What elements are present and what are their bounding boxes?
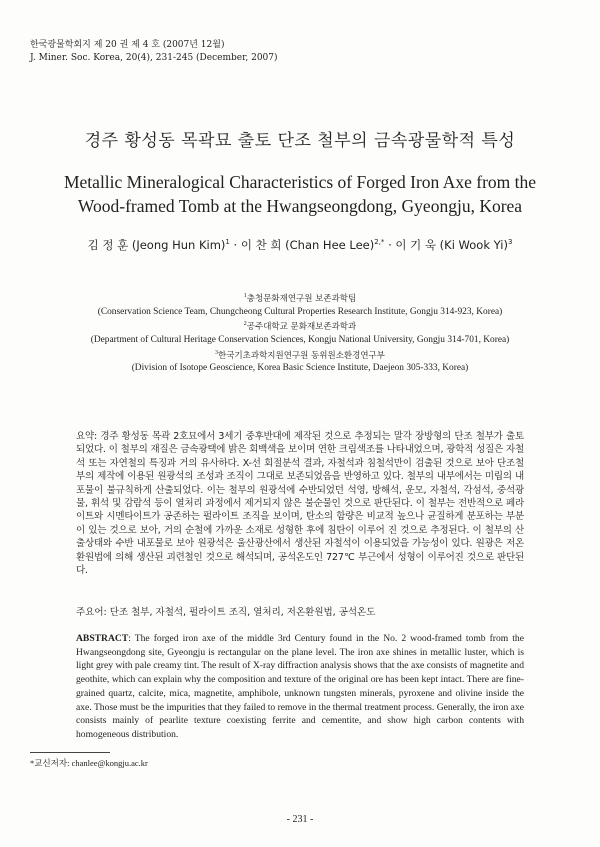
author-3: 이 기 욱 (Ki Wook Yi) bbox=[395, 238, 508, 252]
journal-header-korean: 한국광물학회지 제 20 권 제 4 호 (2007년 12월) bbox=[30, 40, 225, 50]
title-english-line2: Wood-framed Tomb at the Hwangseongdong, Gyeongju, Korea bbox=[77, 196, 523, 216]
author-3-affil: 3 bbox=[507, 238, 513, 247]
title-english bbox=[0, 170, 600, 218]
title-english-line1: Metallic Mineralogical Characteristics of Forged Iron Axe from the bbox=[63, 172, 537, 192]
title-korean: 경주 황성동 목곽묘 출토 단조 철부의 금속광물학적 특성 bbox=[84, 131, 516, 151]
author-2: 이 찬 희 (Chan Hee Lee) bbox=[240, 238, 375, 252]
keywords-korean: 주요어: 단조 철부, 자철석, 펄라이트 조직, 열처리, 저온환원법, 공석온도 bbox=[76, 607, 376, 618]
abstract-english bbox=[76, 632, 524, 742]
affiliation-1-english: (Conservation Science Team, Chungcheong Cultural Properties Research Institute, Gongju 314-923, Korea) bbox=[97, 306, 503, 317]
corresponding-author-footnote: *교신저자: chanlee@kongju.ac.kr bbox=[30, 758, 148, 768]
affiliation-3-korean: $^3$한국기초과학지원연구원 동위원소환경연구부 bbox=[215, 349, 385, 361]
author-separator: · bbox=[384, 238, 396, 252]
abstract-korean: 요약: 경주 황성동 목곽 2호묘에서 3세기 중후반대에 제작된 것으로 추정되는 말각 장방형의 단조 철부가 출토되었다. 이 철부의 재질은 금속광택에 밝은 회백색을 보이며 연한 크림색조를 나타내었으며, 광학적 성질은 자철석 또는 자연철의 특징과 거의 유사하다. X-선 회절분석 결과, 자철석과 침철석만이 검출된 것으로 보아 단조철부의 제작에 이용된 원광석의 조성과 조직이 그대로 보존되었음을 반영하고 있다. 철부의 내부에서는 미립의 내포물이 불규칙하게 산출되었다. 이는 철부의 원광석에 수반되었던 석영, 방해석, 운모, 자철석, 각섬석, 중석광물, 휘석 및 감람석 등이 열처리 과정에서 제거되지 않은 불순물인 것으로 판단된다. 이 철부는 전반적으로 페라이트와 시멘타이트가 공존하는 펄라이트 조직을 보이며, 탄소의 함량은 비교적 높으나 균질하게 분포하는 부분이 있는 것으로 보아, 거의 순철에 가까운 소재로 성형한 후에 침탄이 이루어 진 것으로 추정된다. 이 철부의 산출상태와 수반 내포물로 보아 원광석은 울산광산에서 생산된 자철석이 이용되었을 가능성이 있다. 원광은 저온환원법에 의해 생산된 괴련철인 것으로 해석되며, 공석온도인 727℃ 부근에서 성형이 이루어진 것으로 판단된다. bbox=[76, 431, 524, 577]
affiliation-2-english: (Department of Cultural Heritage Conservation Sciences, Kongju National University, Gongju 314-701, Korea) bbox=[90, 335, 510, 346]
abstract-english-text: : The forged iron axe of the middle 3rd Century found in the No. 2 wood-framed tomb from the Hwangseongdong site, Gyeongju is rectangular on the plane level. The iron axe shines in metallic luster, which is light grey with pale creamy tint. The result of X-ray diffraction analysis shows that the axe consists of magnetite and geothite, which can explain why the composition and texture of the original ore has been kept intact. There are fine-grained quartz, calcite, mica, magnetite, amphibole, unknown tungsten minerals, pyroxene and olivine inside the axe. Those must be the impurities that they failed to remove in the thermal treatment process. Generally, the iron axe consists mainly of pearlite texture coexisting ferrite and cementite, and show high carbon contents with homogeneous distribution. bbox=[76, 633, 524, 740]
abstract-label: ABSTRACT bbox=[76, 633, 129, 644]
affiliation-3-english: (Division of Isotope Geoscience, Korea Basic Science Institute, Daejeon 305-333, Korea) bbox=[131, 363, 469, 374]
author-1-affil: 1 bbox=[225, 238, 230, 247]
page-number: - 231 - bbox=[286, 814, 314, 825]
affiliation-1-korean: $^1$충청문화재연구원 보존과학팀 bbox=[243, 293, 357, 305]
author-2-affil: 2,* bbox=[374, 238, 385, 247]
footnote-divider bbox=[30, 752, 110, 753]
affiliation-2-korean: $^2$공주대학교 문화재보존과학과 bbox=[243, 321, 357, 333]
affiliations bbox=[0, 290, 600, 375]
author-list bbox=[0, 237, 600, 253]
journal-header bbox=[30, 39, 278, 65]
journal-header-english: J. Miner. Soc. Korea, 20(4), 231-245 (December, 2007) bbox=[30, 53, 278, 63]
author-1: 김 정 훈 (Jeong Hun Kim) bbox=[87, 238, 226, 252]
author-separator: · bbox=[229, 238, 241, 252]
